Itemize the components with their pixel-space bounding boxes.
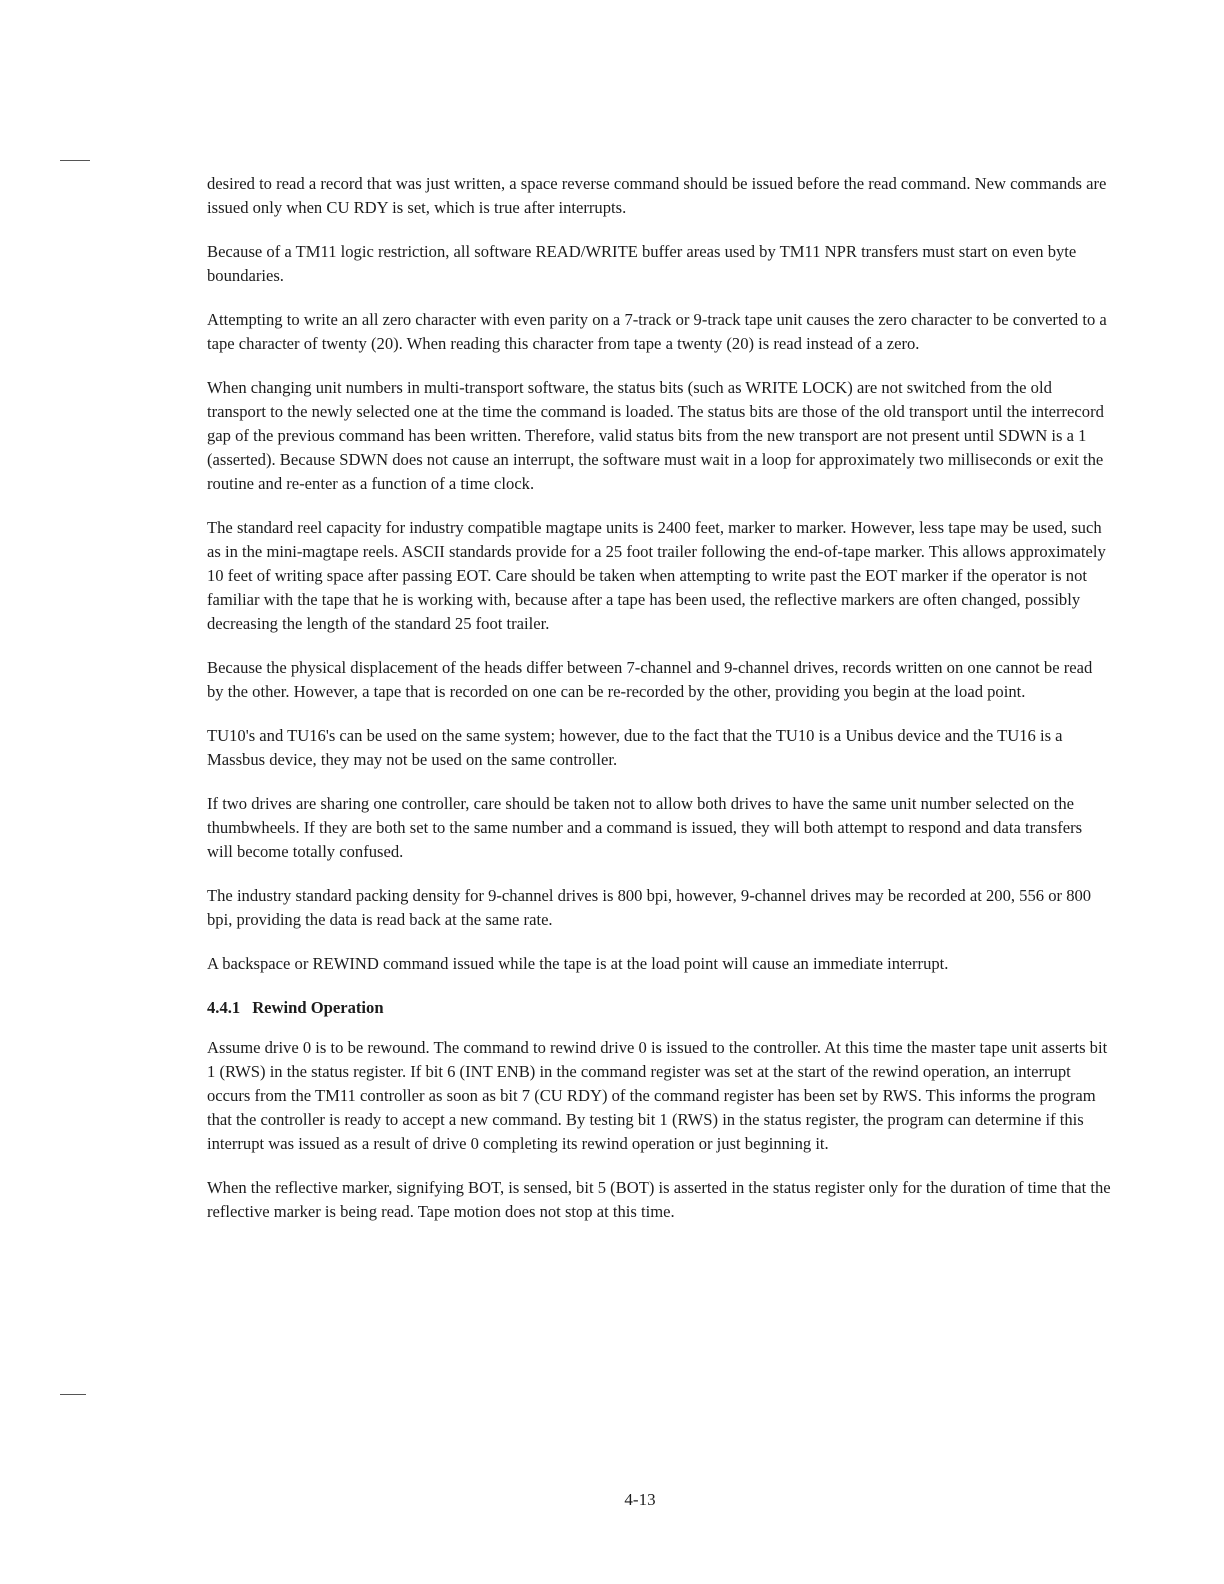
- body-paragraph: Because of a TM11 logic restriction, all software READ/WRITE buffer areas used by TM11 NPR transfers must start on even byte boundaries.: [207, 242, 1077, 285]
- body-paragraph: desired to read a record that was just written, a space reverse command should be issued before the read command. New commands are issued only when CU RDY is set, which is true after interrupts.: [207, 174, 1107, 217]
- margin-mark: [60, 1394, 86, 1395]
- body-paragraph: Because the physical displacement of the heads differ between 7-channel and 9-channel drives, records written on one cannot be read by the other. However, a tape that is recorded on one can be re-recorded by the other, providing you begin at the load point.: [207, 658, 1093, 701]
- body-paragraph: A backspace or REWIND command issued while the tape is at the load point will cause an immediate interrupt.: [207, 954, 949, 973]
- body-paragraph: If two drives are sharing one controller, care should be taken not to allow both drives to have the same unit number selected on the thumbwheels. If they are both set to the same number and a command is issued, they will both attempt to respond and data transfers will become totally confused.: [207, 794, 1083, 861]
- body-paragraph: Attempting to write an all zero character with even parity on a 7-track or 9-track tape unit causes the zero character to be converted to a tape character of twenty (20). When reading this character from tape a twenty (20) is read instead of a zero.: [207, 310, 1107, 353]
- margin-mark: [60, 160, 90, 161]
- section-paragraph: When the reflective marker, signifying BOT, is sensed, bit 5 (BOT) is asserted in the status register only for the duration of time that the reflective marker is being read. Tape motion does not stop at this time.: [207, 1178, 1111, 1221]
- section-title: Rewind Operation: [252, 998, 384, 1017]
- section-paragraph: Assume drive 0 is to be rewound. The command to rewind drive 0 is issued to the controller. At this time the master tape unit asserts bit 1 (RWS) in the status register. If bit 6 (INT ENB) in the command register was set at the start of the rewind operation, an interrupt occurs from the TM11 controller as soon as bit 7 (CU RDY) of the command register has been set by RWS. This informs the program that the controller is ready to accept a new command. By testing bit 1 (RWS) in the status register, the program can determine if this interrupt was issued as a result of drive 0 completing its rewind operation or just beginning it.: [207, 1038, 1108, 1153]
- section-heading: [207, 996, 1112, 1020]
- body-paragraph: The standard reel capacity for industry compatible magtape units is 2400 feet, marker to marker. However, less tape may be used, such as in the mini-magtape reels. ASCII standards provide for a 25 foot trailer following the end-of-tape marker. This allows approximately 10 feet of writing space after passing EOT. Care should be taken when attempting to write past the EOT marker if the operator is not familiar with the tape that he is working with, because after a tape has been used, the reflective markers are often changed, possibly decreasing the length of the standard 25 foot trailer.: [207, 518, 1106, 633]
- page-body: [207, 172, 1112, 1224]
- body-paragraph: The industry standard packing density for 9-channel drives is 800 bpi, however, 9-channel drives may be recorded at 200, 556 or 800 bpi, providing the data is read back at the same rate.: [207, 886, 1092, 929]
- body-paragraph: TU10's and TU16's can be used on the same system; however, due to the fact that the TU10 is a Unibus device and the TU16 is a Massbus device, they may not be used on the same controller.: [207, 726, 1063, 769]
- section-number: 4.4.1: [207, 998, 241, 1017]
- page-number: 4-13: [624, 1490, 656, 1509]
- body-paragraph: When changing unit numbers in multi-transport software, the status bits (such as WRITE LOCK) are not switched from the old transport to the newly selected one at the time the command is loaded. The status bits are those of the old transport until the interrecord gap of the previous command has been written. Therefore, valid status bits from the new transport are not present until SDWN is a 1 (asserted). Because SDWN does not cause an interrupt, the software must wait in a loop for approximately two milliseconds or exit the routine and re-enter as a function of a time clock.: [207, 378, 1104, 493]
